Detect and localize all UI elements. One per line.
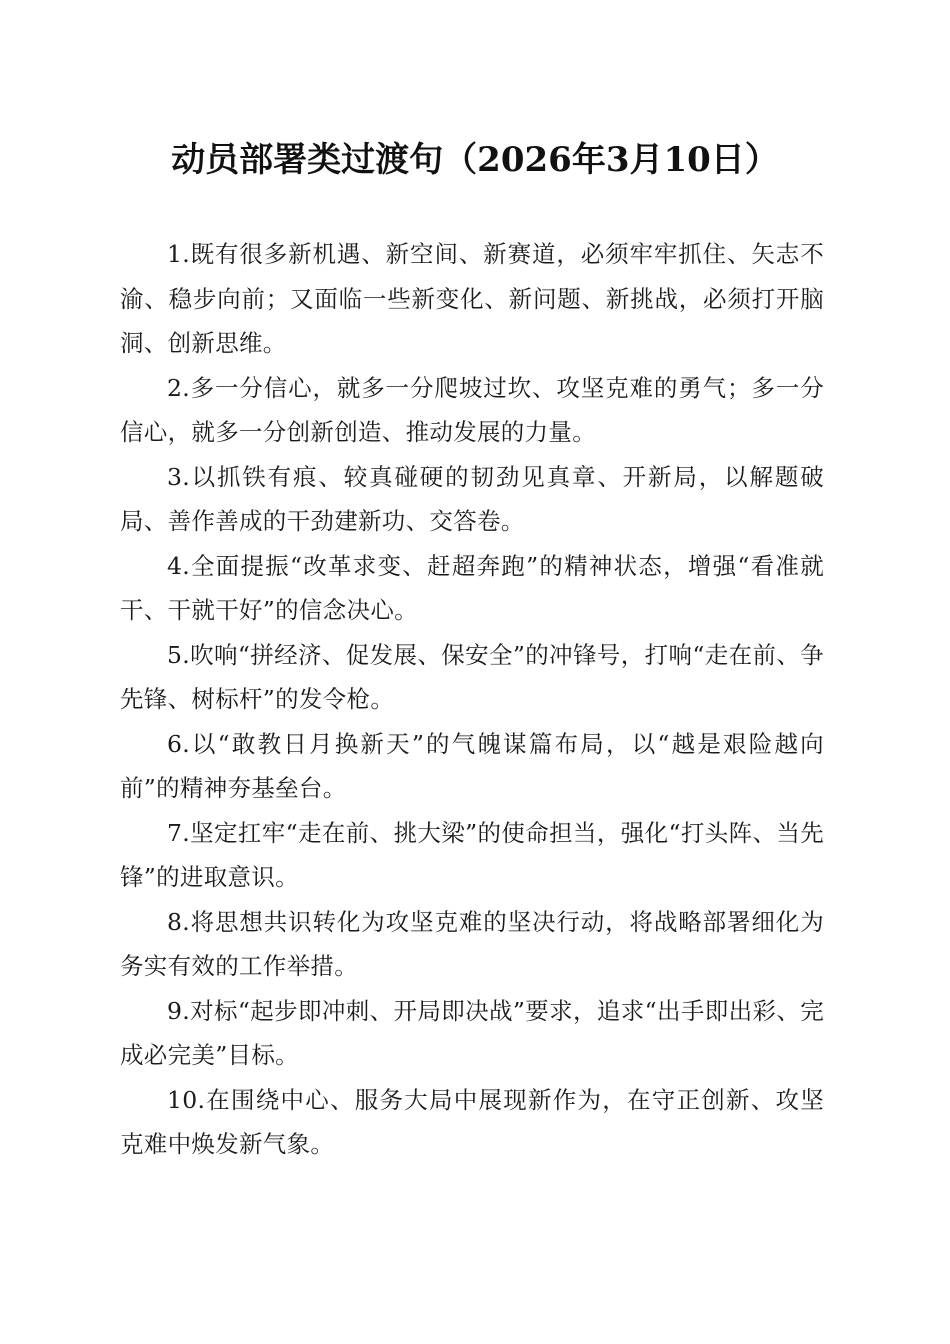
paragraph-3: 3.以抓铁有痕、较真碰硬的韧劲见真章、开新局，以解题破局、善作善成的干劲建新功、交答卷。: [120, 462, 824, 535]
paragraph-7: 7.坚定扛牢“走在前、挑大梁”的使命担当，强化“打头阵、当先锋”的进取意识。: [120, 818, 824, 891]
paragraph-10: 10.在围绕中心、服务大局中展现新作为，在守正创新、攻坚克难中焕发新气象。: [120, 1085, 824, 1158]
paragraph-5: 5.吹响“拼经济、促发展、保安全”的冲锋号，打响“走在前、争先锋、树标杆”的发令枪。: [120, 640, 824, 713]
paragraph-6: 6.以“敢教日月换新天”的气魄谋篇布局，以“越是艰险越向前”的精神夯基垒台。: [120, 729, 824, 802]
paragraph-9: 9.对标“起步即冲刺、开局即决战”要求，追求“出手即出彩、完成必完美”目标。: [120, 996, 824, 1069]
paragraph-4: 4.全面提振“改革求变、赶超奔跑”的精神状态，增强“看准就干、干就干好”的信念决心。: [120, 551, 824, 624]
paragraph-2: 2.多一分信心，就多一分爬坡过坎、攻坚克难的勇气；多一分信心，就多一分创新创造、推动发展的力量。: [120, 373, 824, 446]
paragraph-1: 1.既有很多新机遇、新空间、新赛道，必须牢牢抓住、矢志不渝、稳步向前；又面临一些新变化、新问题、新挑战，必须打开脑洞、创新思维。: [120, 240, 824, 357]
paragraph-8: 8.将思想共识转化为攻坚克难的坚决行动，将战略部署细化为务实有效的工作举措。: [120, 907, 824, 980]
document-title: 动员部署类过渡句（2026年3月10日）: [171, 140, 779, 180]
document-body: [120, 232, 824, 1167]
